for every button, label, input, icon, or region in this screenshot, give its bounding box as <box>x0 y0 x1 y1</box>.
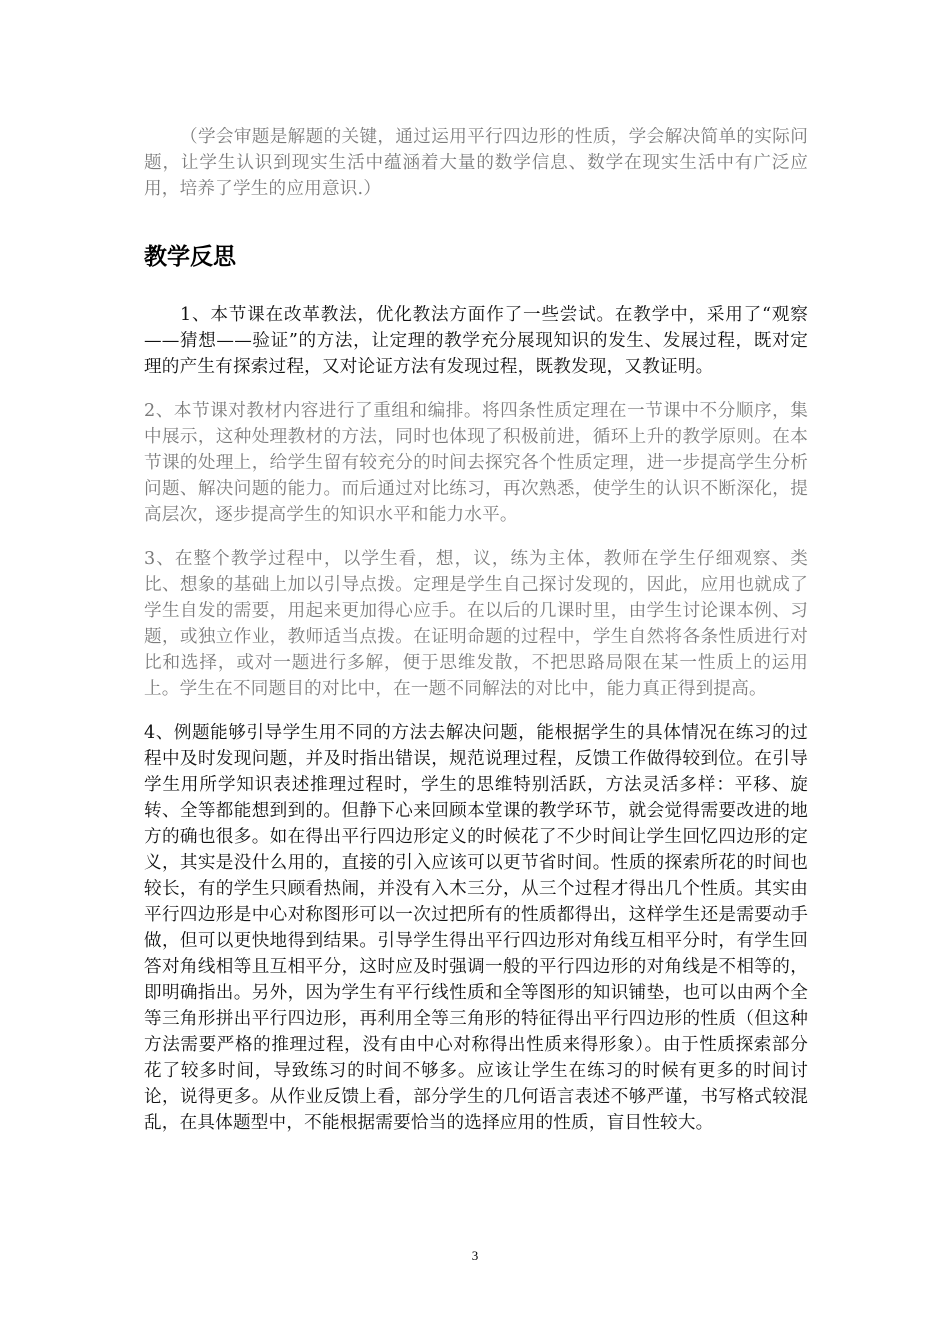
page-number: 3 <box>471 1248 479 1263</box>
reflection-paragraph-4: 4、例题能够引导学生用不同的方法去解决问题，能根据学生的具体情况在练习的过程中及时发现问题，并及时指出错误，规范说理过程，反馈工作做得较到位。在引导学生用所学知识表述推理过程时，学生的思维特别活跃，方法灵活多样：平移、旋转、全等都能想到到的。但静下心来回顾本堂课的教学环节，就会觉得需要改进的地方的确也很多。如在得出平行四边形定义的时候花了不少时间让学生回忆四边形的定义，其实是没什么用的，直接的引入应该可以更节省时间。性质的探索所花的时间也较长，有的学生只顾看热闹，并没有入木三分，从三个过程才得出几个性质。其实由平行四边形是中心对称图形可以一次过把所有的性质都得出，这样学生还是需要动手做，但可以更快地得到结果。引导学生得出平行四边形对角线互相平分时，有学生回答对角线相等且互相平分，这时应及时强调一般的平行四边形的对角线是不相等的，即明确指出。另外，因为学生有平行线性质和全等图形的知识铺垫，也可以由两个全等三角形拼出平行四边形，再利用全等三角形的特征得出平行四边形的性质（但这种方法需要严格的推理过程，没有由中心对称得出性质来得形象）。由于性质探索部分花了较多时间，导致练习的时间不够多。应该让学生在练习的时候有更多的时间讨论，说得更多。从作业反馈上看，部分学生的几何语言表述不够严谨，书写格式较混乱，在具体题型中，不能根据需要恰当的选择应用的性质，盲目性较大。 <box>144 723 808 1133</box>
reflection-paragraph-1: 1、本节课在改革教法，优化教法方面作了一些尝试。在教学中，采用了“观察——猜想——验证”的方法，让定理的教学充分展现知识的发生、发展过程，既对定理的产生有探索过程，又对论证方法有发现过程，既教发现，又教证明。 <box>144 305 808 377</box>
intro-paragraph: （学会审题是解题的关键，通过运用平行四边形的性质，学会解决简单的实际问题，让学生认识到现实生活中蕴涵着大量的数学信息、数学在现实生活中有广泛应用，培养了学生的应用意识.） <box>144 127 808 199</box>
section-title: 教学反思 <box>144 244 236 270</box>
page-content <box>144 124 808 1136</box>
reflection-paragraph-2: 2、本节课对教材内容进行了重组和编排。将四条性质定理在一节课中不分顺序，集中展示，这种处理教材的方法，同时也体现了积极前进，循环上升的教学原则。在本节课的处理上，给学生留有较充分的时间去探究各个性质定理，进一步提高学生分析问题、解决问题的能力。而后通过对比练习，再次熟悉，使学生的认识不断深化，提高层次，逐步提高学生的知识水平和能力水平。 <box>144 401 808 525</box>
reflection-paragraph-3: 3、在整个教学过程中，以学生看，想，议，练为主体，教师在学生仔细观察、类比、想象的基础上加以引导点拨。定理是学生自己探讨发现的，因此，应用也就成了学生自发的需要，用起来更加得心应手。在以后的几课时里，由学生讨论课本例、习题，或独立作业，教师适当点拨。在证明命题的过程中，学生自然将各条性质进行对比和选择，或对一题进行多解，便于思维发散，不把思路局限在某一性质上的运用上。学生在不同题目的对比中，在一题不同解法的对比中，能力真正得到提高。 <box>144 549 808 699</box>
